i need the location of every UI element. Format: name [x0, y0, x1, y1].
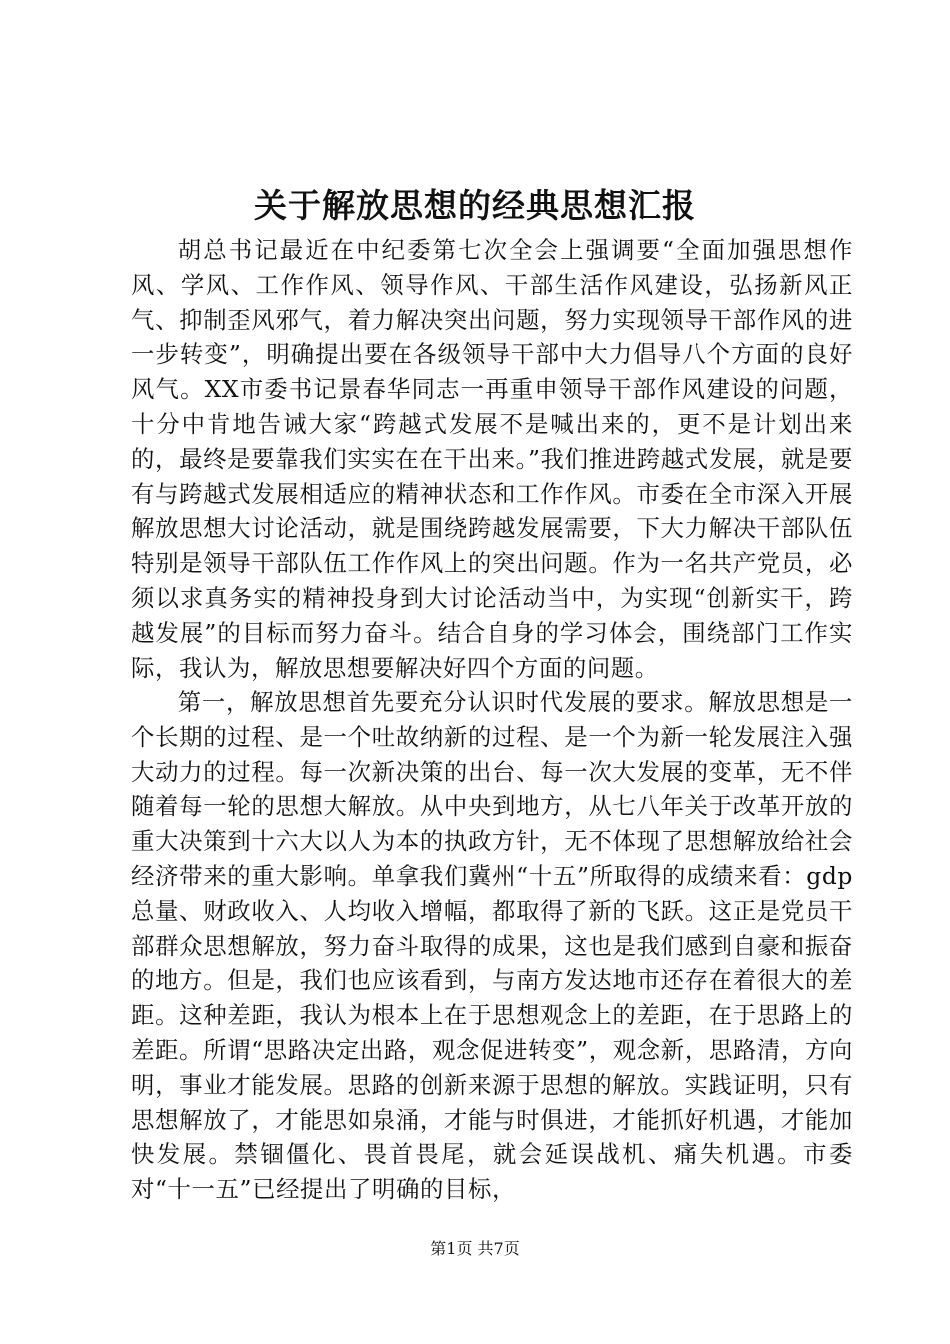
body-paragraph: 第一，解放思想首先要充分认识时代发展的要求。解放思想是一个长期的过程、是一个吐故纳新的过程、是一个为新一轮发展注入强大动力的过程。每一次新决策的出台、每一次大发展的变革，无不伴随着每一轮的思想大解放。从中央到地方，从七八年关于改革开放的重大决策到十六大以人为本的执政方针，无不体现了思想解放给社会经济带来的重大影响。单拿我们冀州“十五”所取得的成绩来看：gdp总量、财政收入、人均收入增幅，都取得了新的飞跃。这正是党员干部群众思想解放，努力奋斗取得的成果，这也是我们感到自豪和振奋的地方。但是，我们也应该看到，与南方发达地市还存在着很大的差距。这种差距，我认为根本上在于思想观念上的差距，在于思路上的差距。所谓“思路决定出路，观念促进转变”，观念新，思路清，方向明，事业才能发展。思路的创新来源于思想的解放。实践证明，只有思想解放了，才能思如泉涌，才能与时俱进，才能抓好机遇，才能加快发展。禁锢僵化、畏首畏尾，就会延误战机、痛失机遇。市委对“十一五”已经提出了明确的目标，	[131, 688, 853, 1204]
body-paragraph: 胡总书记最近在中纪委第七次全会上强调要“全面加强思想作风、学风、工作作风、领导作风、干部生活作风建设，弘扬新风正气、抑制歪风邪气，着力解决突出问题，努力实现领导干部作风的进一步转变”，明确提出要在各级领导干部中大力倡导八个方面的良好风气。XX市委书记景春华同志一再重申领导干部作风建设的问题，十分中肯地告诫大家“跨越式发展不是喊出来的，更不是计划出来的，最终是要靠我们实实在在干出来。”我们推进跨越式发展，就是要有与跨越式发展相适应的精神状态和工作作风。市委在全市深入开展解放思想大讨论活动，就是围绕跨越发展需要，下大力解决干部队伍特别是领导干部队伍工作作风上的突出问题。作为一名共产党员，必须以求真务实的精神投身到大讨论活动当中，为实现“创新实干，跨越发展”的目标而努力奋斗。结合自身的学习体会，围绕部门工作实际，我认为，解放思想要解决好四个方面的问题。	[131, 236, 853, 682]
page-number-footer: 第1页 共7页	[430, 1239, 520, 1258]
document-title: 关于解放思想的经典思想汇报	[254, 186, 696, 225]
